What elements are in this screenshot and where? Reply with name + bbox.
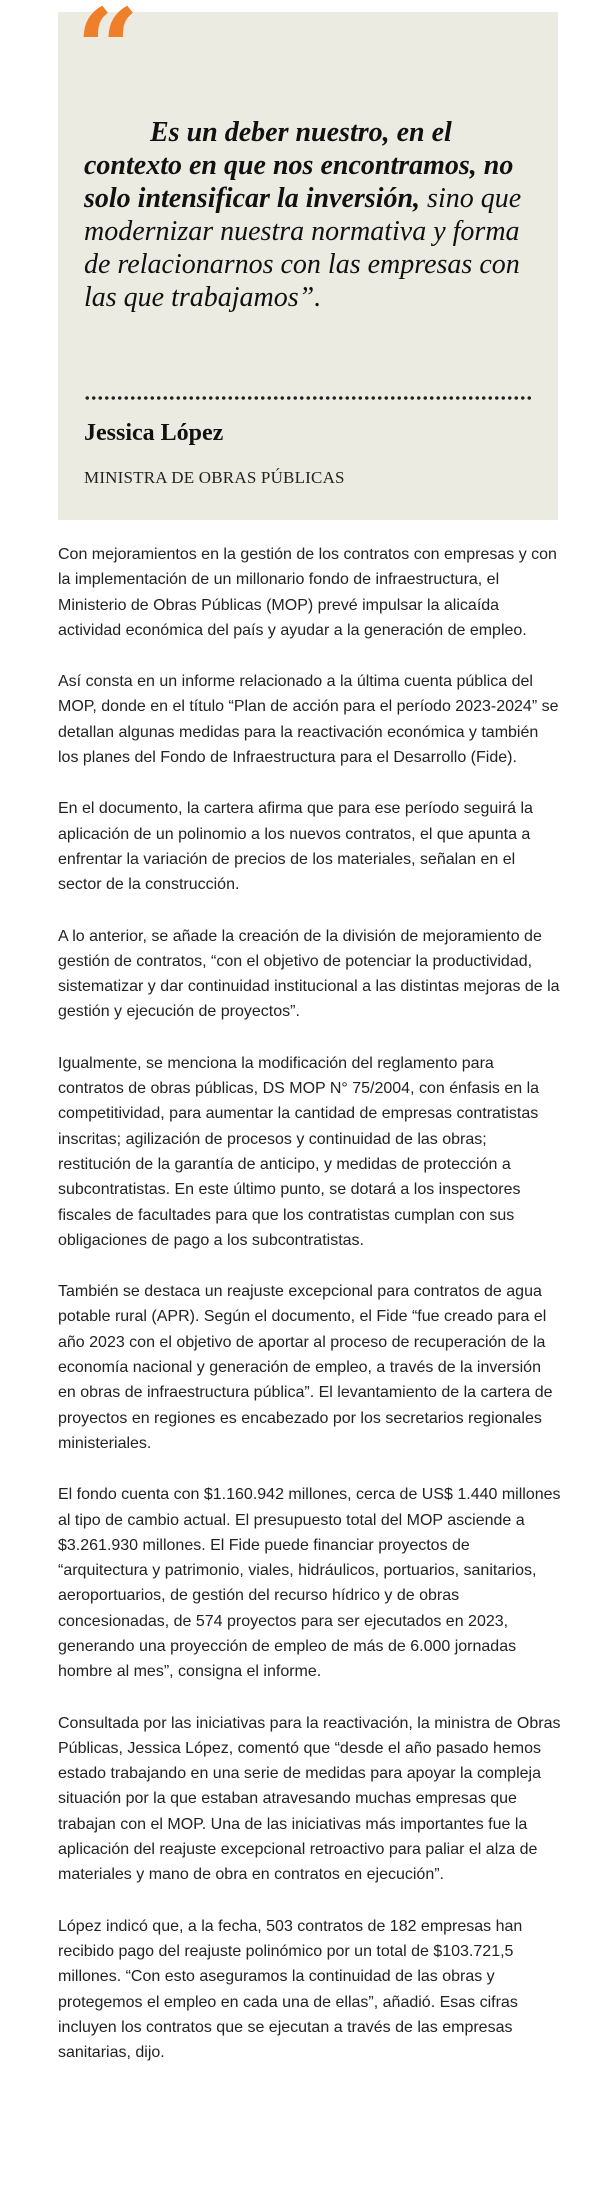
article-paragraph: López indicó que, a la fecha, 503 contratos de 182 empresas han recibido pago del reajuste polinómico por un total de $103.721,5 millones. “Con esto aseguramos la continuidad de las obras y protegemos el empleo en cada una de ellas”, añadió. Esas cifras incluyen los contratos que se ejecutan a través de las empresas sanitarias, dijo. — [58, 1917, 523, 2062]
article-paragraph: En el documento, la cartera afirma que para ese período seguirá la aplicación de un polinomio a los nuevos contratos, el que apunta a enfrentar la variación de precios de los materiales, señalan en el sector de la construcción. — [58, 800, 533, 894]
article-paragraph: Con mejoramientos en la gestión de los contratos con empresas y con la implementación de un millonario fondo de infraestructura, el Ministerio de Obras Públicas (MOP) prevé impulsar la alicaída actividad económica del país y ayudar a la generación de empleo. — [58, 546, 557, 639]
pull-quote-italic: sino que modernizar nuestra normativa y forma de relacionarnos con las empresas con las que trabajamos”. — [84, 183, 522, 313]
article-paragraph: Consultada por las iniciativas para la reactivación, la ministra de Obras Públicas, Jessica López, comentó que “desde el año pasado hemos estado trabajando en una serie de medidas para apoyar la compleja situación por la que estaban atravesando muchas empresas que trabajan con el MOP. Una de las iniciativas más importantes fue la aplicación del reajuste excepcional retroactivo para paliar el alza de materiales y mano de obra en contratos en ejecución”. — [58, 1714, 561, 1884]
pull-quote-bold: Es un deber nuestro, en el contexto en que nos encontramos, no solo intensificar la inversión, — [84, 117, 514, 214]
quote-author-role: MINISTRA DE OBRAS PÚBLICAS — [84, 468, 345, 487]
pull-quote-text — [84, 116, 544, 314]
article-paragraph: A lo anterior, se añade la creación de la división de mejoramiento de gestión de contratos, “con el objetivo de potenciar la productividad, sistematizar y dar continuidad institucional a las distintas mejoras de la gestión y ejecución de proyectos”. — [58, 927, 560, 1021]
article-paragraph: Igualmente, se menciona la modificación del reglamento para contratos de obras públicas, DS MOP N° 75/2004, con énfasis en la competitividad, para aumentar la cantidad de empresas contratistas inscritas; agilización de procesos y continuidad de las obras; restitución de la garantía de anticipo, y medidas de protección a subcontratistas. En este último punto, se dotará a los inspectores fiscales de facultades para que los contratistas cumplan con sus obligaciones de pago a los subcontratistas. — [58, 1054, 540, 1249]
dotted-divider — [84, 394, 534, 402]
article-paragraph: El fondo cuenta con $1.160.942 millones, cerca de US$ 1.440 millones al tipo de cambio actual. El presupuesto total del MOP asciende a $3.261.930 millones. El Fide puede financiar proyectos de “arquitectura y patrimonio, viales, hidráulicos, portuarios, sanitarios, aeroportuarios, de gestión del recurso hídrico y de obras concesionadas, de 574 proyectos para ser ejecutados en 2023, generando una proyección de empleo de más de 6.000 jornadas hombre al mes”, consigna el informe. — [58, 1486, 561, 1681]
quote-mark-icon: “ — [76, 0, 140, 113]
article-paragraph: También se destaca un reajuste excepcional para contratos de agua potable rural (APR). Según el documento, el Fide “fue creado para el año 2023 con el objetivo de aportar al proceso de recuperación de la economía nacional y generación de empleo, a través de la inversión en obras de infraestructura pública”. El levantamiento de la cartera de proyectos en regiones es encabezado por los secretarios regionales ministeriales. — [58, 1283, 553, 1452]
quote-author: Jessica López — [84, 420, 224, 446]
pull-quote-box — [58, 0, 558, 520]
article-body — [58, 542, 563, 2091]
article-paragraph: Así consta en un informe relacionado a la última cuenta pública del MOP, donde en el título “Plan de acción para el período 2023-2024” se detallan algunas medidas para la reactivación económica y también los planes del Fondo de Infraestructura para el Desarrollo (Fide). — [58, 673, 559, 767]
